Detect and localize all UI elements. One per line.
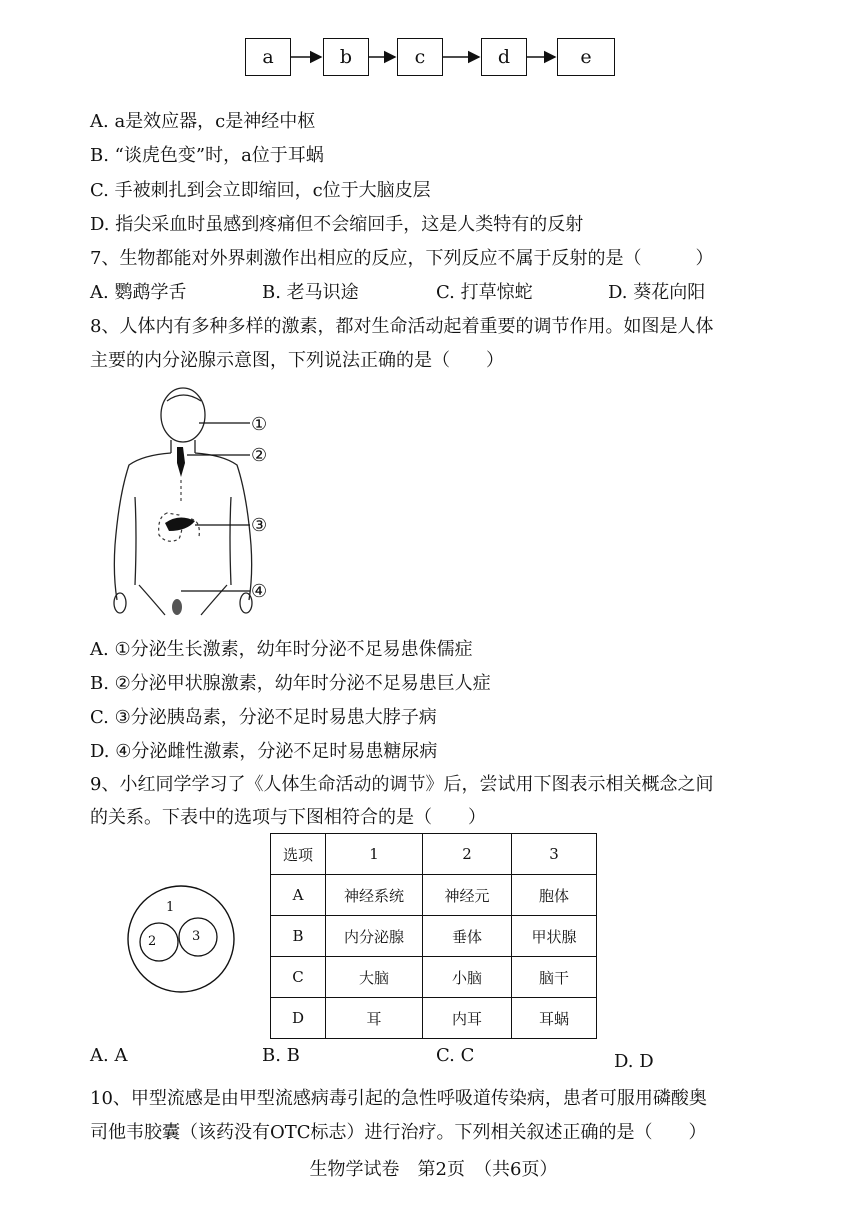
- table-row: [271, 957, 597, 998]
- table-header-cell: 1: [326, 834, 423, 875]
- table-row: [271, 875, 597, 916]
- table-cell: A: [271, 875, 326, 916]
- table-cell: 神经元: [423, 875, 512, 916]
- gland-label-3: ③: [251, 515, 268, 536]
- table-header-cell: 选项: [271, 834, 326, 875]
- table-cell: 内耳: [423, 998, 512, 1039]
- q10-line1: 10、甲型流感是由甲型流感病毒引起的急性呼吸道传染病，患者可服用磷酸奥: [90, 1088, 707, 1109]
- reflex-box-c: c: [397, 38, 443, 76]
- q7-option-c: C. 打草惊蛇: [436, 282, 533, 303]
- table-cell: 耳: [326, 998, 423, 1039]
- q8-option-b: B. ②分泌甲状腺激素，幼年时分泌不足易患巨人症: [90, 673, 491, 694]
- q6-option-b: B. “谈虎色变”时，a位于耳蜗: [90, 145, 324, 166]
- reflex-arc-diagram: [245, 38, 615, 80]
- pancreas-shape: [165, 517, 195, 531]
- q7-stem: 7、生物都能对外界刺激作出相应的反应，下列反应不属于反射的是（ ）: [90, 248, 714, 269]
- table-header-cell: 2: [423, 834, 512, 875]
- gland-label-4: ④: [251, 581, 268, 602]
- q6-option-d: D. 指尖采血时虽感到疼痛但不会缩回手，这是人类特有的反射: [90, 214, 584, 235]
- q9-option-d: D. D: [614, 1051, 654, 1072]
- table-cell: 垂体: [423, 916, 512, 957]
- q9-option-b: B. B: [262, 1045, 300, 1066]
- q9-stem-line1: 9、小红同学学习了《人体生命活动的调节》后，尝试用下图表示相关概念之间: [90, 774, 714, 795]
- circle-label-2: 2: [148, 934, 157, 949]
- table-cell: D: [271, 998, 326, 1039]
- q9-option-a: A. A: [90, 1045, 128, 1066]
- q8-stem-line1: 8、人体内有多种多样的激素，都对生命活动起着重要的调节作用。如图是人体: [90, 316, 714, 337]
- q6-option-a: A. a是效应器，c是神经中枢: [90, 111, 316, 132]
- table-header-cell: 3: [512, 834, 597, 875]
- q7-option-b: B. 老马识途: [262, 282, 359, 303]
- q7-option-a: A. 鹦鹉学舌: [90, 282, 187, 303]
- q8-stem-line2: 主要的内分泌腺示意图，下列说法正确的是（ ）: [90, 350, 504, 371]
- table-row: [271, 916, 597, 957]
- table-cell: 耳蜗: [512, 998, 597, 1039]
- concept-circles-diagram: [126, 884, 236, 994]
- q6-option-c: C. 手被刺扎到会立即缩回，c位于大脑皮层: [90, 180, 431, 201]
- table-cell: 甲状腺: [512, 916, 597, 957]
- table-cell: 神经系统: [326, 875, 423, 916]
- gonad-shape: [172, 599, 182, 615]
- reflex-box-d: d: [481, 38, 527, 76]
- gland-label-2: ②: [251, 445, 268, 466]
- thyroid-shape: [177, 447, 185, 477]
- table-cell: 小脑: [423, 957, 512, 998]
- q8-option-c: C. ③分泌胰岛素，分泌不足时易患大脖子病: [90, 707, 437, 728]
- table-cell: C: [271, 957, 326, 998]
- reflex-box-b: b: [323, 38, 369, 76]
- table-row: [271, 998, 597, 1039]
- q10-line2: 司他韦胶囊（该药没有OTC标志）进行治疗。下列相关叙述正确的是（ ）: [90, 1122, 707, 1143]
- reflex-box-a: a: [245, 38, 291, 76]
- reflex-box-e: e: [557, 38, 615, 76]
- gland-label-1: ①: [251, 414, 268, 435]
- table-cell: 脑干: [512, 957, 597, 998]
- table-cell: 胞体: [512, 875, 597, 916]
- q9-option-c: C. C: [436, 1045, 475, 1066]
- table-header-row: [271, 834, 597, 875]
- q8-option-a: A. ①分泌生长激素，幼年时分泌不足易患侏儒症: [90, 639, 473, 660]
- circle-label-3: 3: [192, 929, 201, 944]
- table-cell: B: [271, 916, 326, 957]
- circle-label-1: 1: [166, 900, 175, 915]
- table-cell: 内分泌腺: [326, 916, 423, 957]
- q9-stem-line2: 的关系。下表中的选项与下图相符合的是（ ）: [90, 807, 486, 828]
- page-footer: 生物学试卷 第2页 （共6页）: [309, 1159, 558, 1180]
- q9-options-table: [270, 833, 597, 1039]
- table-cell: 大脑: [326, 957, 423, 998]
- q8-option-d: D. ④分泌雌性激素，分泌不足时易患糖尿病: [90, 741, 438, 762]
- q7-option-d: D. 葵花向阳: [608, 282, 706, 303]
